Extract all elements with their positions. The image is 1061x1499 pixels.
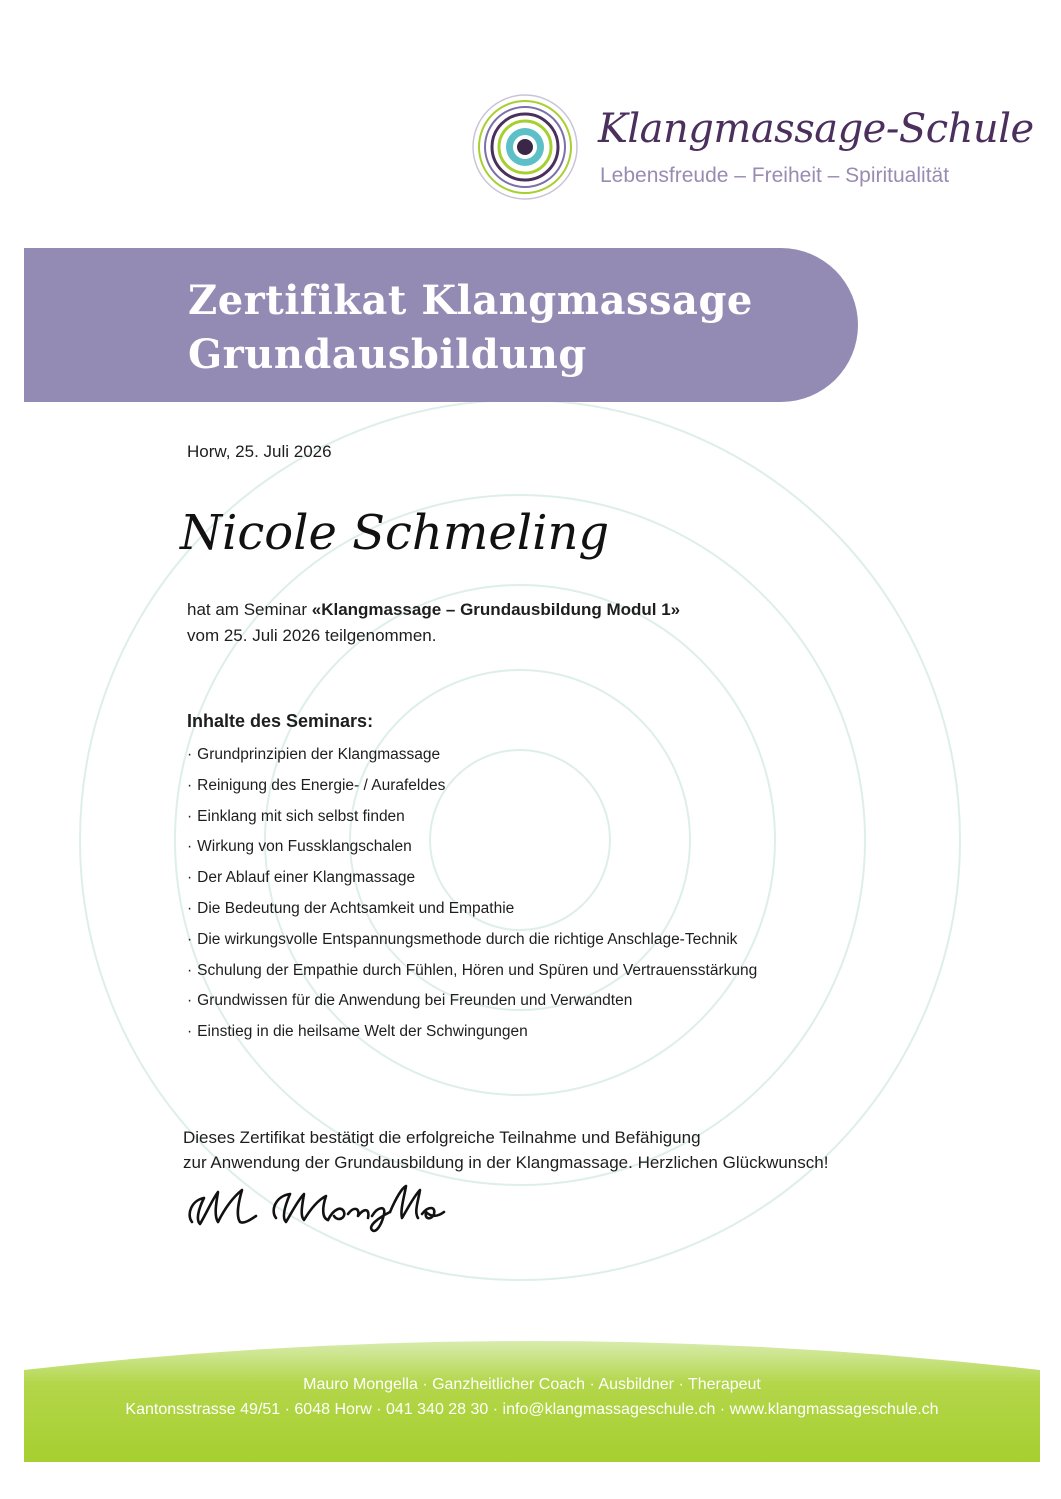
- recipient-name: Nicole Schmeling: [180, 505, 610, 561]
- school-tagline: Lebensfreude – Freiheit – Spiritualität: [600, 164, 950, 187]
- list-item: · Wirkung von Fussklangschalen: [187, 835, 757, 866]
- seminar-statement: [187, 597, 680, 649]
- seminar-line2: vom 25. Juli 2026 teilgenommen.: [187, 626, 437, 645]
- footer-name-line: Mauro Mongella · Ganzheitlicher Coach · Ausbildner · Therapeut: [303, 1376, 761, 1393]
- contents-heading: Inhalte des Seminars:: [187, 711, 374, 731]
- list-item: · Der Ablauf einer Klangmassage: [187, 866, 757, 897]
- closing-statement: [183, 1125, 828, 1175]
- footer-contact-line: Kantonsstrasse 49/51 · 6048 Horw · 041 340 28 30 · info@klangmassageschule.ch · www.klangmassageschule.ch: [125, 1401, 939, 1418]
- certificate-title-line2: Grundausbildung: [188, 331, 587, 378]
- certificate-title-line1: Zertifikat Klangmassage: [188, 277, 753, 324]
- sound-rings-logo-icon: [470, 92, 580, 202]
- list-item: · Einstieg in die heilsame Welt der Schwingungen: [187, 1020, 757, 1051]
- list-item: · Reinigung des Energie- / Aurafeldes: [187, 774, 757, 805]
- seminar-name: «Klangmassage – Grundausbildung Modul 1»: [311, 600, 681, 619]
- list-item: · Die Bedeutung der Achtsamkeit und Empathie: [187, 897, 757, 928]
- list-item: · Grundprinzipien der Klangmassage: [187, 743, 757, 774]
- seminar-line1: [187, 597, 680, 623]
- closing-line1: Dieses Zertifikat bestätigt die erfolgreiche Teilnahme und Befähigung: [183, 1128, 701, 1147]
- handwritten-signature: [178, 1178, 448, 1238]
- seminar-prefix: hat am Seminar: [187, 600, 312, 619]
- certificate-title: [188, 274, 753, 382]
- school-name: Klangmassage-Schule: [598, 106, 1034, 152]
- list-item: · Die wirkungsvolle Entspannungsmethode durch die richtige Anschlage-Technik: [187, 928, 757, 959]
- list-item: · Einklang mit sich selbst finden: [187, 805, 757, 836]
- footer-band: [24, 1320, 1040, 1462]
- closing-line2: zur Anwendung der Grundausbildung in der Klangmassage. Herzlichen Glückwunsch!: [183, 1153, 829, 1172]
- contents-list: [187, 743, 757, 1051]
- school-logo: [470, 92, 1034, 202]
- title-banner: [24, 248, 858, 402]
- list-item: · Grundwissen für die Anwendung bei Freunden und Verwandten: [187, 989, 757, 1020]
- list-item: · Schulung der Empathie durch Fühlen, Hören und Spüren und Vertrauensstärkung: [187, 959, 757, 990]
- place-date: Horw, 25. Juli 2026: [187, 442, 332, 461]
